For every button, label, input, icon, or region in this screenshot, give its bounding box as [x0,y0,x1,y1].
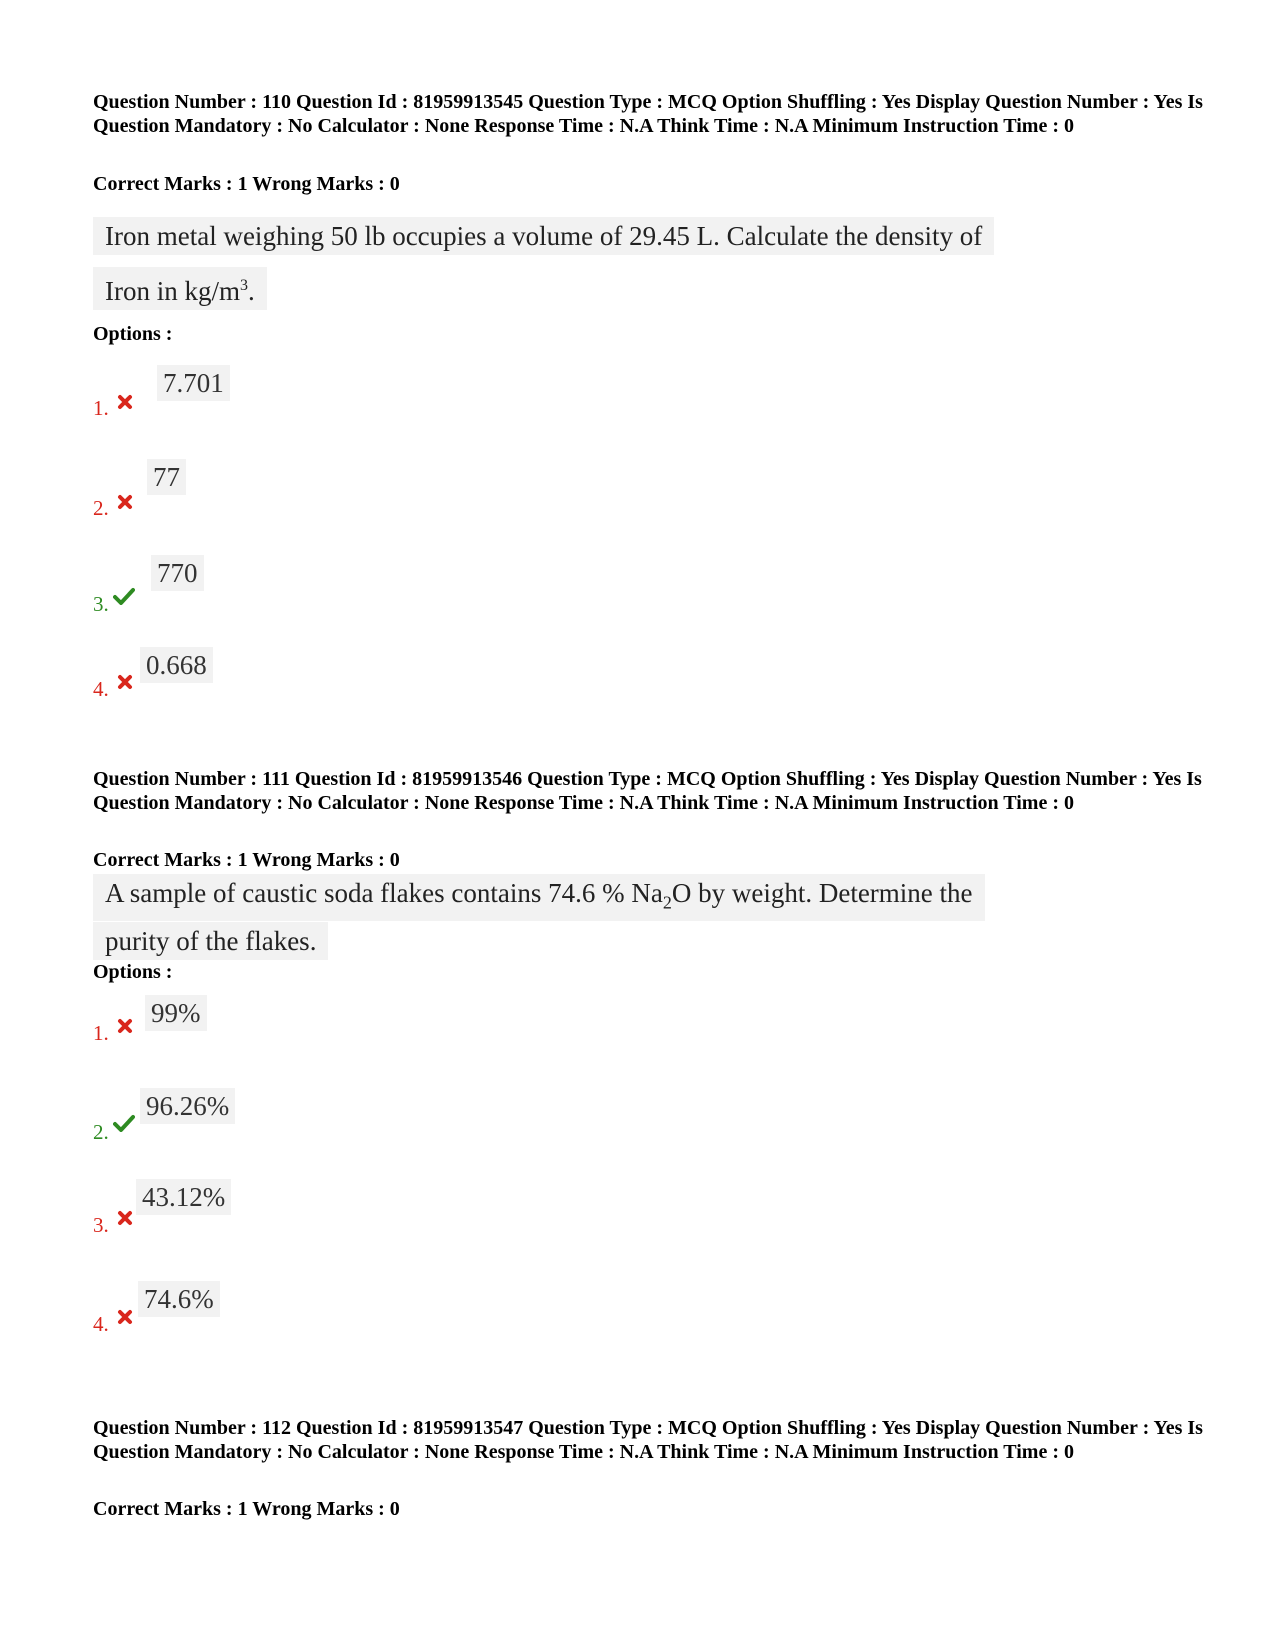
q111-option-3-number: 3. [93,1213,109,1237]
question-111-marks: Correct Marks : 1 Wrong Marks : 0 [93,849,400,871]
cross-icon [116,1017,134,1035]
q110-option-2-value: 77 [147,459,186,495]
cross-icon [116,1209,134,1227]
q110-option-1-value: 7.701 [157,365,230,401]
question-111-text-line1-sub: 2 [662,892,672,913]
question-110-text-line2-sup: 3 [240,277,248,294]
question-111-text-line2: purity of the flakes. [93,922,328,960]
question-110-meta: Question Number : 110 Question Id : 81959913545 Question Type : MCQ Option Shuffling : Yes Display Question Number : Yes Is Question Mandatory : No Calculator : None Response Time : N.A Think Time : N.A Minimum Instruction Time : 0 [93,91,1203,137]
q111-option-2-value: 96.26% [140,1088,235,1124]
cross-icon [116,493,134,511]
q110-option-3-value: 770 [151,555,204,591]
cross-icon [116,1308,134,1326]
q111-option-1-number: 1. [93,1021,109,1045]
q111-option-3-value: 43.12% [136,1179,231,1215]
question-110-text-line1: Iron metal weighing 50 lb occupies a volume of 29.45 L. Calculate the density of [93,217,994,255]
question-110-marks: Correct Marks : 1 Wrong Marks : 0 [93,173,400,195]
question-111-text-line1-main: A sample of caustic soda flakes contains 74.6 % Na [105,878,663,908]
q111-option-1-value: 99% [145,995,207,1031]
check-icon [113,1114,135,1132]
cross-icon [116,673,134,691]
q111-option-4-number: 4. [93,1312,109,1336]
q110-option-3-number: 3. [93,592,109,616]
question-111-text-line1 [93,874,985,921]
q110-option-4-number: 4. [93,677,109,701]
question-110-options-label: Options : [93,323,173,345]
question-110-text-line2-post: . [248,276,255,306]
q111-option-2-number: 2. [93,1120,109,1144]
question-111-options-label: Options : [93,961,173,983]
question-112-marks: Correct Marks : 1 Wrong Marks : 0 [93,1498,400,1520]
question-110-text-line2-main: Iron in kg/m [105,276,240,306]
q110-option-2-number: 2. [93,496,109,520]
check-icon [113,587,135,605]
question-111-text-line1-post: O by weight. Determine the [671,878,973,908]
cross-icon [116,393,134,411]
q111-option-4-value: 74.6% [138,1281,220,1317]
q110-option-1-number: 1. [93,396,109,420]
question-110-text-line2 [93,267,267,310]
q110-option-4-value: 0.668 [140,647,213,683]
question-111-meta: Question Number : 111 Question Id : 81959913546 Question Type : MCQ Option Shuffling : Yes Display Question Number : Yes Is Question Mandatory : No Calculator : None Response Time : N.A Think Time : N.A Minimum Instruction Time : 0 [93,768,1202,814]
question-112-meta: Question Number : 112 Question Id : 81959913547 Question Type : MCQ Option Shuffling : Yes Display Question Number : Yes Is Question Mandatory : No Calculator : None Response Time : N.A Think Time : N.A Minimum Instruction Time : 0 [93,1417,1203,1463]
